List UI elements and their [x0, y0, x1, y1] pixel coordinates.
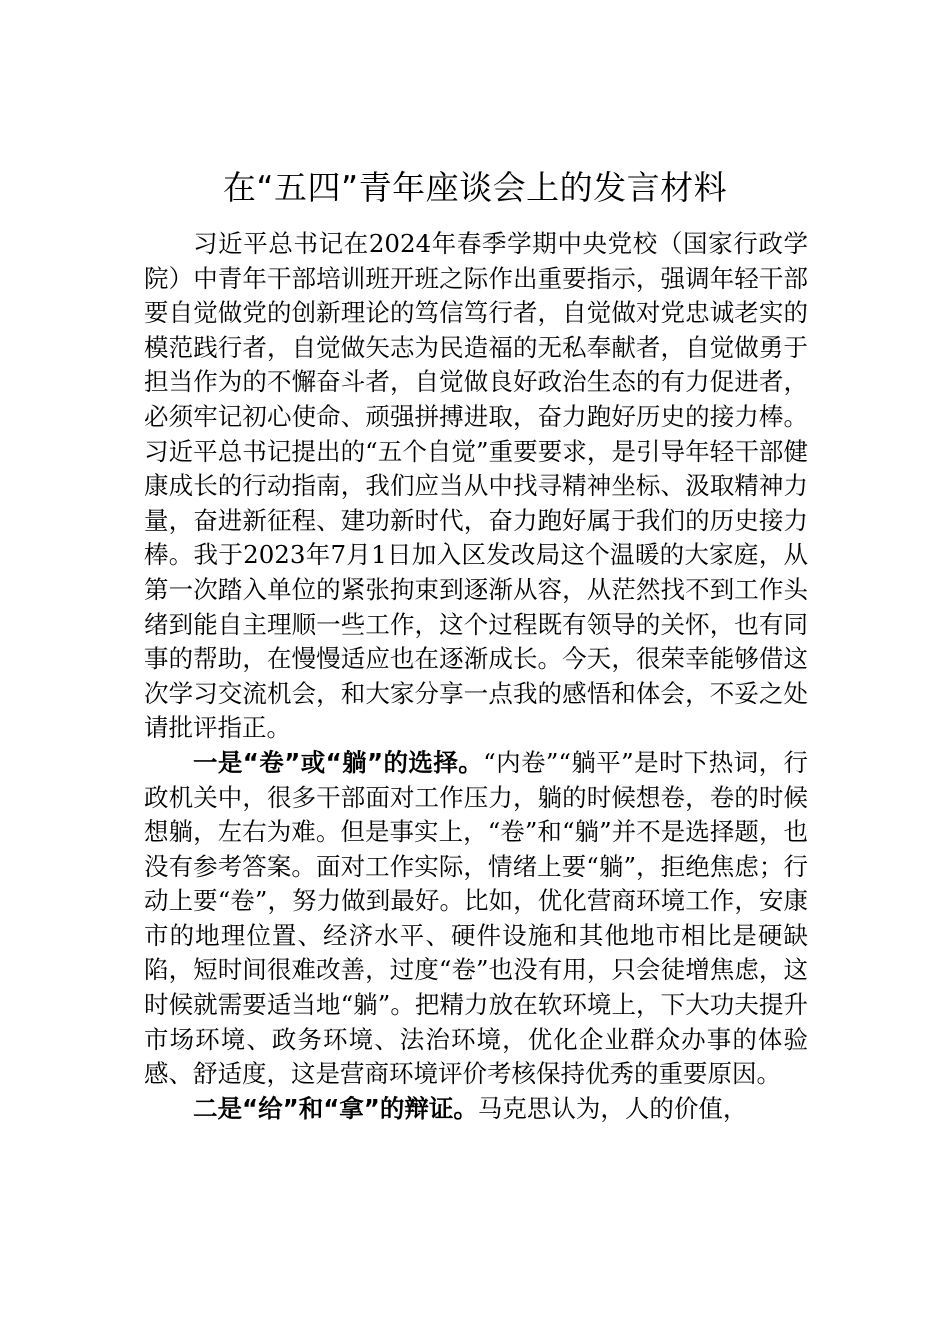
paragraph-lead: 一是“卷”或“躺”的选择。 — [193, 747, 484, 777]
paragraph-intro — [144, 227, 808, 746]
paragraph-point-one — [144, 746, 808, 1092]
paragraph-point-two — [144, 1092, 808, 1127]
document-body — [144, 227, 808, 1126]
document-title: 在“五四”青年座谈会上的发言材料 — [222, 168, 728, 207]
paragraph-text: “内卷”“躺平”是时下热词，行政机关中，很多干部面对工作压力，躺的时候想卷，卷的时候想躺，左右为难。但是事实上，“卷”和“躺”并不是选择题，也没有参考答案。面对工作实际，情绪上要“躺”，拒绝焦虑；行动上要“卷”，努力做到最好。比如，优化营商环境工作，安康市的地理位置、经济水平、硬件设施和其他地市相比是硬缺陷，短时间很难改善，过度“卷”也没有用，只会徒增焦虑，这时候就需要适当地“躺”。把精力放在软环境上，下大功夫提升市场环境、政务环境、法治环境，优化企业群众办事的体验感、舒适度，这是营商环境评价考核保持优秀的重要原因。 — [144, 747, 808, 1089]
paragraph-lead: 二是“给”和“拿”的辩证。 — [193, 1093, 478, 1123]
paragraph-text: 马克思认为，人的价值， — [477, 1093, 748, 1123]
paragraph-text: 习近平总书记在2024年春季学期中央党校（国家行政学院）中青年干部培训班开班之际作出重要指示，强调年轻干部要自觉做党的创新理论的笃信笃行者，自觉做对党忠诚老实的模范践行者，自觉做矢志为民造福的无私奉献者，自觉做勇于担当作为的不懈奋斗者，自觉做良好政治生态的有力促进者，必须牢记初心使命、顽强拼搏进取，奋力跑好历史的接力棒。习近平总书记提出的“五个自觉”重要要求，是引导年轻干部健康成长的行动指南，我们应当从中找寻精神坐标、汲取精神力量，奋进新征程、建功新时代，奋力跑好属于我们的历史接力棒。我于2023年7月1日加入区发改局这个温暖的大家庭，从第一次踏入单位的紧张拘束到逐渐从容，从茫然找不到工作头绪到能自主理顺一些工作，这个过程既有领导的关怀，也有同事的帮助，在慢慢适应也在逐渐成长。今天，很荣幸能够借这次学习交流机会，和大家分享一点我的感悟和体会，不妥之处请批评指正。 — [144, 229, 808, 743]
